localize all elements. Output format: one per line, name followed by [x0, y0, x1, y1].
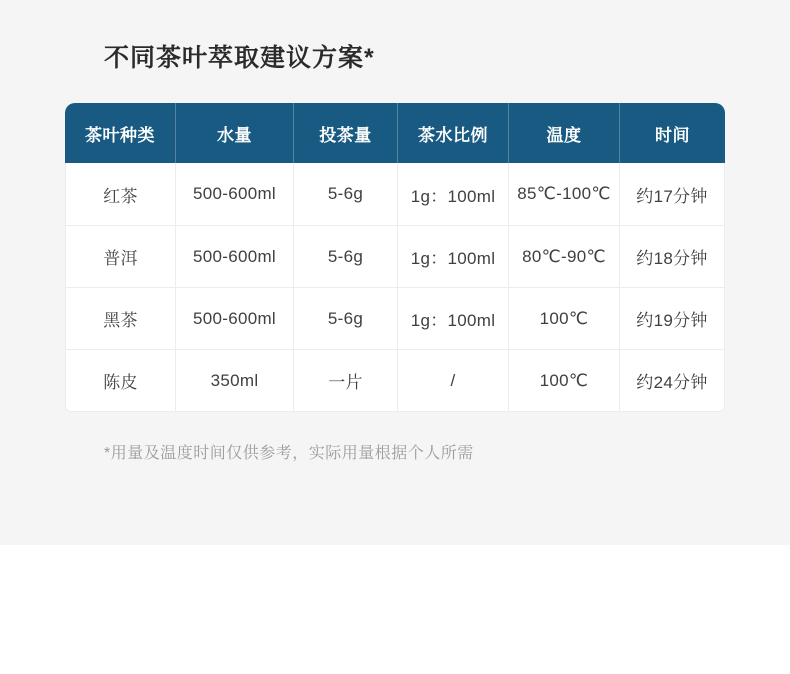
table-cell: 1g：100ml: [397, 288, 508, 349]
header-cell-ratio: 茶水比例: [397, 103, 508, 163]
table-row: [66, 225, 724, 287]
table-cell: 红茶: [103, 186, 138, 206]
table-row: [66, 163, 724, 225]
table-body: [65, 163, 725, 412]
header-cell-time: 时间: [619, 103, 725, 163]
table-cell: 约17分钟: [619, 163, 724, 225]
table-cell: 约24分钟: [619, 350, 724, 411]
table-row: [66, 287, 724, 349]
table-cell: 一片: [293, 350, 397, 411]
table-cell: 黑茶: [103, 311, 138, 330]
table-cell: 5-6g: [293, 226, 397, 287]
table-cell: 350ml: [175, 350, 293, 411]
table-cell: /: [397, 350, 508, 411]
header-cell-amount: 投茶量: [293, 103, 397, 163]
table-cell: 5-6g: [293, 163, 397, 225]
table-cell: 1g：100ml: [397, 163, 508, 225]
table-header-row: [65, 103, 725, 163]
tea-brewing-table: [65, 103, 725, 412]
footnote: *用量及温度时间仅供参考，实际用量根据个人所需: [104, 445, 474, 462]
table-cell: 100℃: [508, 350, 619, 411]
table-cell: 100℃: [508, 288, 619, 349]
header-cell-tea-type: 茶叶种类: [85, 125, 155, 145]
table-cell: 80℃-90℃: [508, 226, 619, 287]
table-cell: 约19分钟: [619, 288, 724, 349]
table-cell: 陈皮: [103, 373, 138, 392]
table-cell: 500-600ml: [175, 163, 293, 225]
table-cell: 普洱: [103, 249, 138, 268]
table-cell: 约18分钟: [619, 226, 724, 287]
table-cell: 500-600ml: [175, 288, 293, 349]
table-cell: 1g：100ml: [397, 226, 508, 287]
header-cell-temp: 温度: [508, 103, 619, 163]
table-cell: 85℃-100℃: [508, 163, 619, 225]
table-cell: 5-6g: [293, 288, 397, 349]
header-cell-water: 水量: [175, 103, 293, 163]
page-title: 不同茶叶萃取建议方案*: [104, 44, 375, 72]
table-cell: 500-600ml: [175, 226, 293, 287]
table-row: [66, 349, 724, 411]
